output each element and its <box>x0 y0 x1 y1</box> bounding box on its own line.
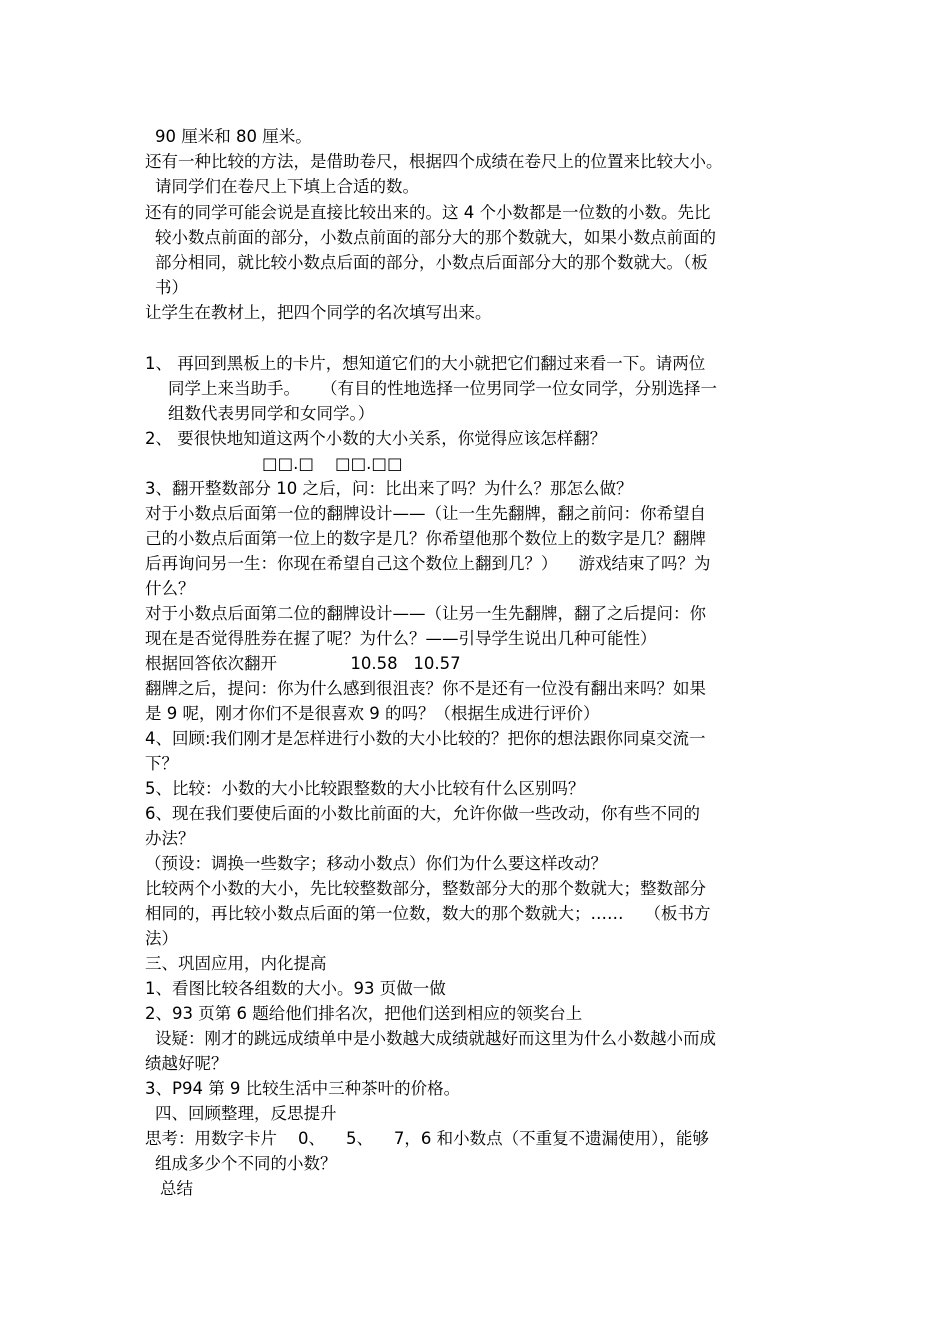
text-line: 较小数点前面的部分，小数点前面的部分大的那个数就大，如果小数点前面的 <box>155 228 716 247</box>
text-line: 思考：用数字卡片 0、 5、 7，6 和小数点（不重复不遗漏使用），能够 <box>145 1129 709 1148</box>
text-line: 己的小数点后面第一位上的数字是几？你希望他那个数位上的数字是几？翻牌 <box>145 529 706 548</box>
text-line: 什么？ <box>145 579 195 598</box>
text-line: （预设：调换一些数字；移动小数点）你们为什么要这样改动？ <box>145 854 607 873</box>
section-heading: 三、巩固应用，内化提高 <box>145 954 327 973</box>
list-item: 1、看图比较各组数的大小。93 页做一做 <box>145 979 446 998</box>
text-line: 同学上来当助手。 （有目的性地选择一位男同学一位女同学，分别选择一 <box>168 379 717 398</box>
text-line: 比较两个小数的大小，先比较整数部分，整数部分大的那个数就大；整数部分 <box>145 879 706 898</box>
text-line: 还有的同学可能会说是直接比较出来的。这 4 个小数都是一位数的小数。先比 <box>145 203 711 222</box>
list-item: 5、比较：小数的大小比较跟整数的大小比较有什么区别吗？ <box>145 779 585 798</box>
text-line: 绩越好呢？ <box>145 1054 228 1073</box>
text-line: 是 9 呢，刚才你们不是很喜欢 9 的吗？（根据生成进行评价） <box>145 704 600 723</box>
text-line: 书） <box>155 278 188 297</box>
text-line: 翻牌之后，提问：你为什么感到很沮丧？你不是还有一位没有翻出来吗？如果 <box>145 679 706 698</box>
list-item: 3、翻开整数部分 10 之后，问：比出来了吗？为什么？那怎么做？ <box>145 479 633 498</box>
number-card-placeholders: □□.□ □□.□□ <box>262 454 403 473</box>
text-line: 后再询问另一生：你现在希望自己这个数位上翻到几？） 游戏结束了吗？为 <box>145 554 711 573</box>
text-line: 组成多少个不同的小数？ <box>155 1154 337 1173</box>
list-item: 3、P94 第 9 比较生活中三种茶叶的价格。 <box>145 1079 461 1098</box>
list-item: 2、93 页第 6 题给他们排名次，把他们送到相应的领奖台上 <box>145 1004 583 1023</box>
text-line: 部分相同，就比较小数点后面的部分，小数点后面部分大的那个数就大。（板 <box>155 253 708 272</box>
section-heading: 四、回顾整理，反思提升 <box>155 1104 337 1123</box>
text-line: 根据回答依次翻开 10.58 10.57 <box>145 654 461 673</box>
list-item: 6、现在我们要使后面的小数比前面的大，允许你做一些改动，你有些不同的 <box>145 804 700 823</box>
text-line: 设疑：刚才的跳远成绩单中是小数越大成绩就越好而这里为什么小数越小而成 <box>155 1029 716 1048</box>
text-line: 相同的，再比较小数点后面的第一位数，数大的那个数就大；…… （板书方 <box>145 904 711 923</box>
text-line: 办法？ <box>145 829 195 848</box>
text-line: 让学生在教材上，把四个同学的名次填写出来。 <box>145 303 492 322</box>
text-line: 组数代表男同学和女同学。） <box>168 404 375 423</box>
text-line: 现在是否觉得胜券在握了呢？为什么？——引导学生说出几种可能性） <box>145 629 657 648</box>
list-item: 1、 再回到黑板上的卡片，想知道它们的大小就把它们翻过来看一下。请两位 <box>145 354 706 373</box>
text-line: 请同学们在卷尺上下填上合适的数。 <box>155 177 419 196</box>
text-line: 90 厘米和 80 厘米。 <box>155 127 312 146</box>
text-line: 对于小数点后面第二位的翻牌设计——（让另一生先翻牌，翻了之后提问：你 <box>145 604 706 623</box>
text-line: 对于小数点后面第一位的翻牌设计——（让一生先翻牌，翻之前问：你希望自 <box>145 504 706 523</box>
text-line: 还有一种比较的方法，是借助卷尺，根据四个成绩在卷尺上的位置来比较大小。 <box>145 152 723 171</box>
text-line: 总结 <box>160 1179 193 1198</box>
text-line: 法） <box>145 929 178 948</box>
list-item: 4、回顾:我们刚才是怎样进行小数的大小比较的？把你的想法跟你同桌交流一 <box>145 729 706 748</box>
list-item: 2、 要很快地知道这两个小数的大小关系，你觉得应该怎样翻？ <box>145 429 607 448</box>
text-line: 下？ <box>145 754 178 773</box>
